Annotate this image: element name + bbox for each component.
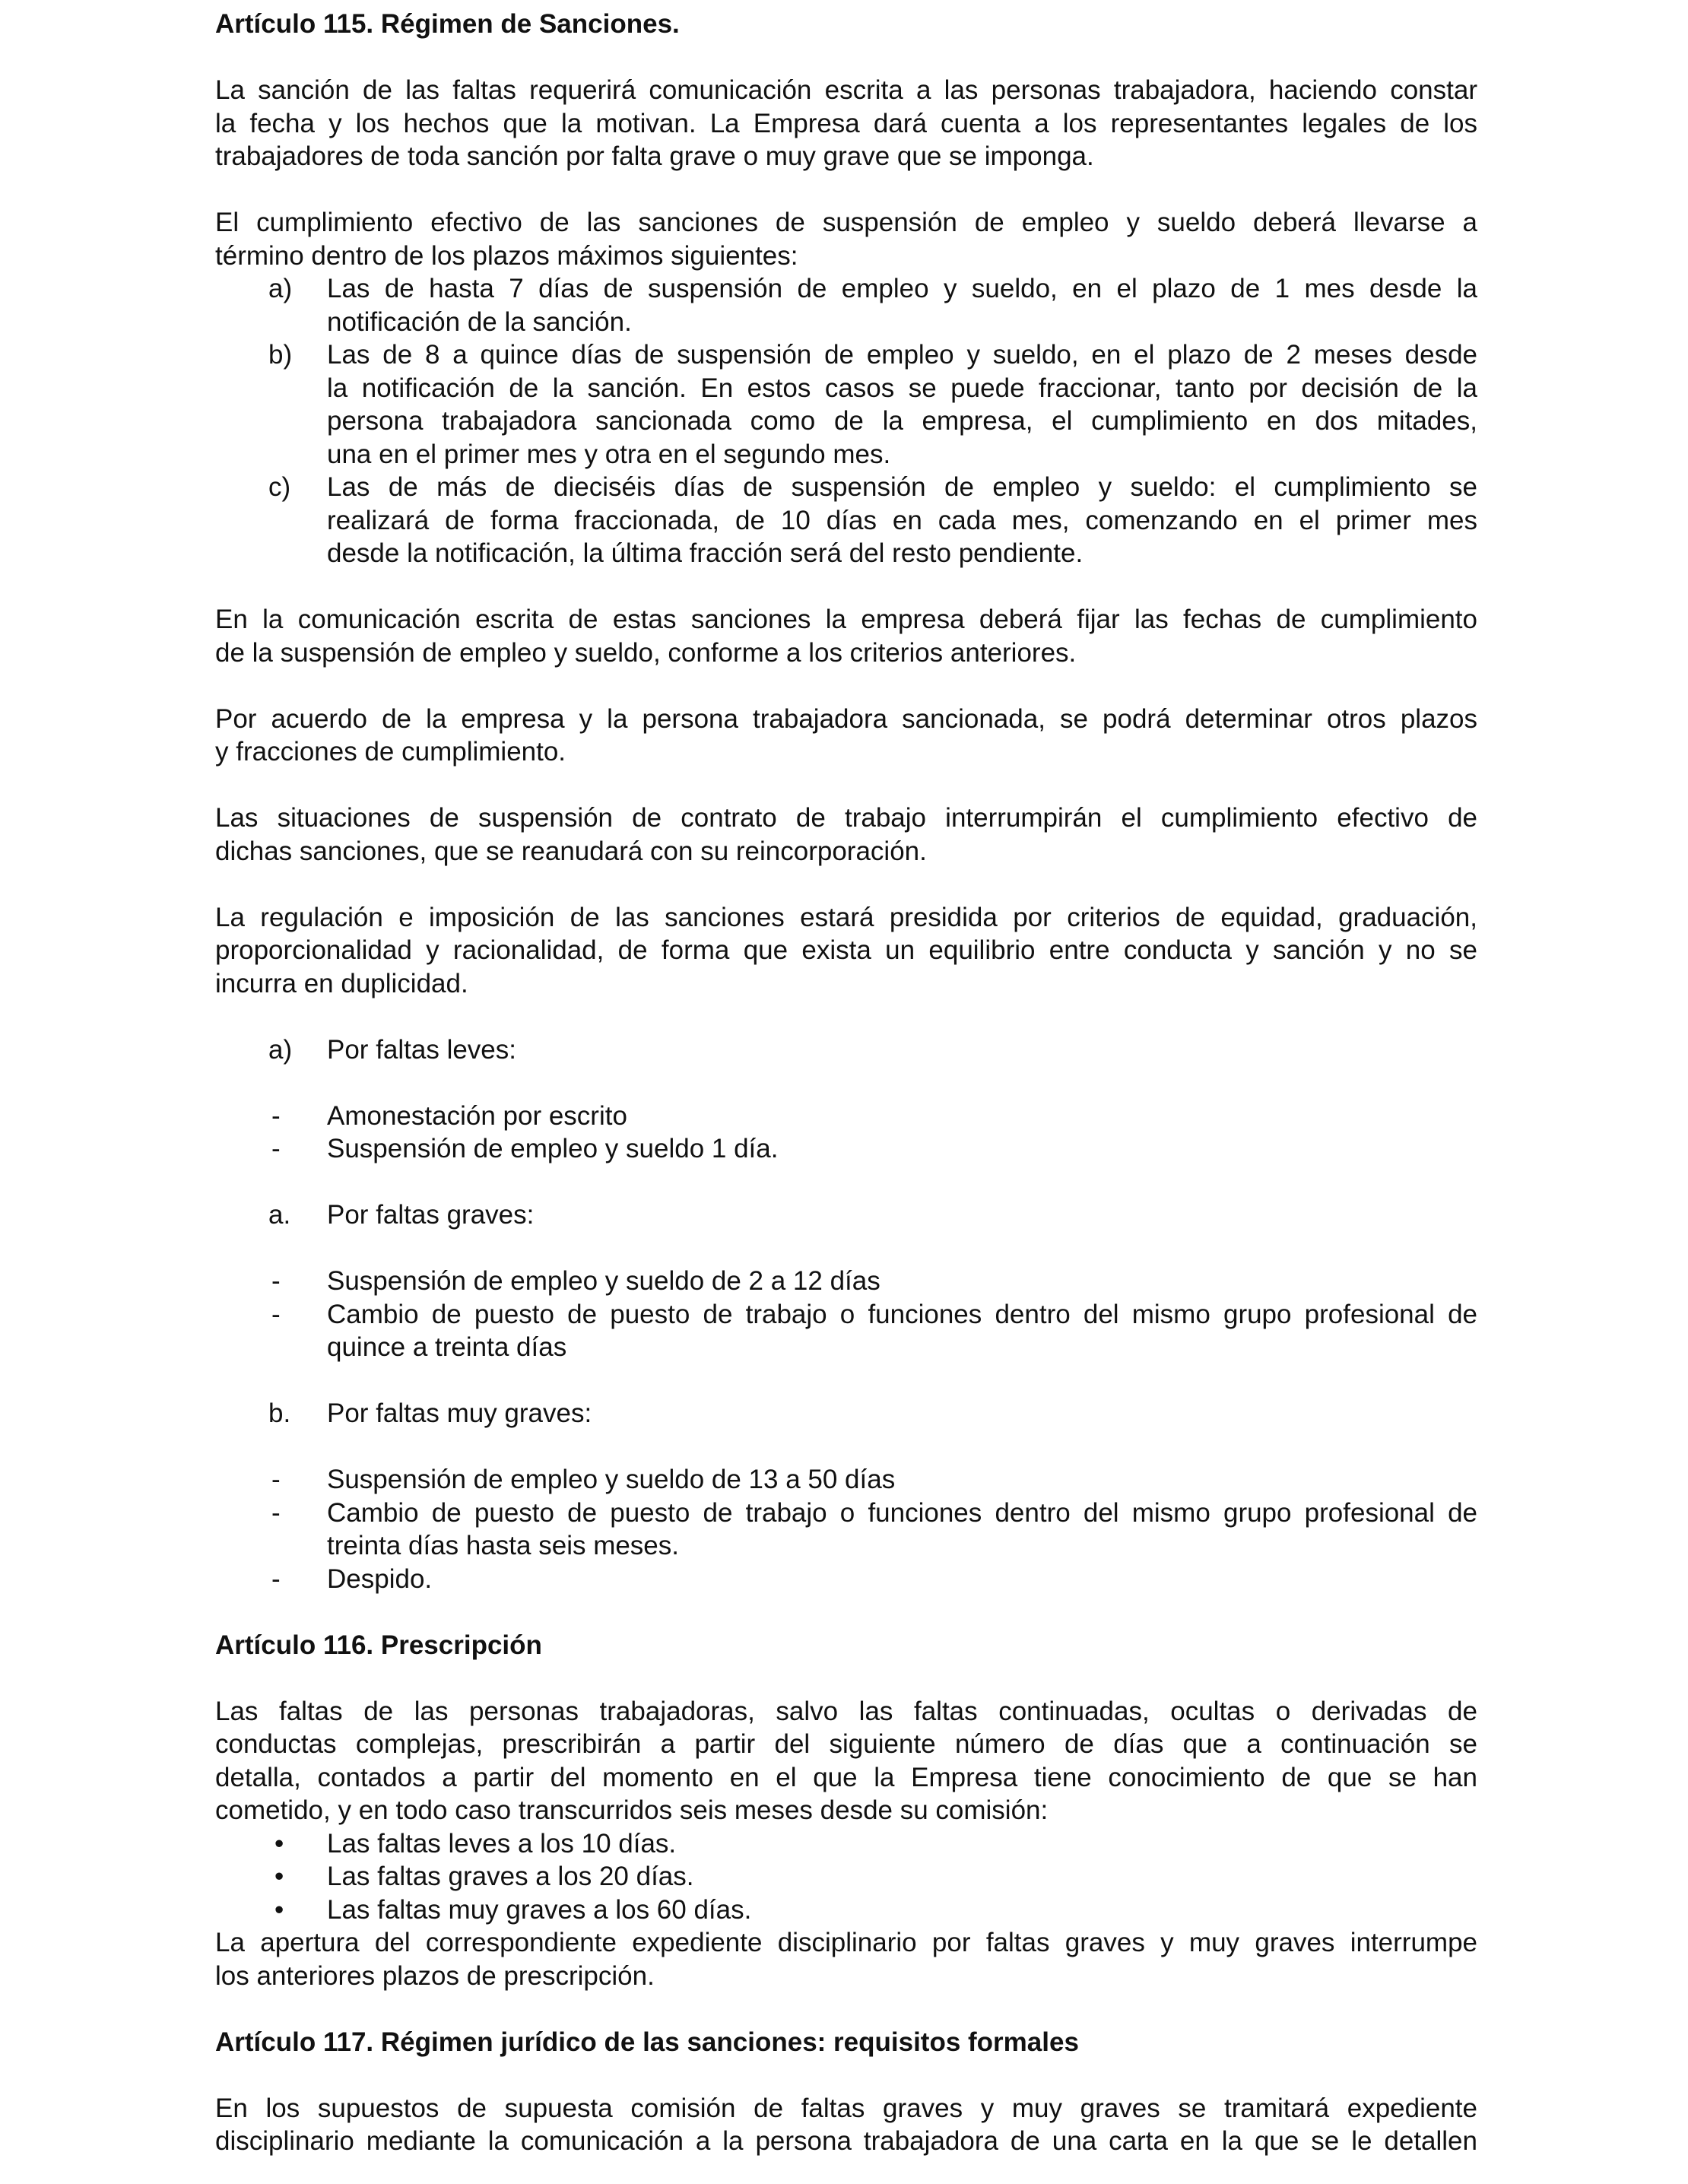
list-marker: a) [268,274,293,303]
list-item: - Amonestación por escrito [215,1100,1477,1133]
art116-paragraph-1: Las faltas de las personas trabajadoras, salvo las faltas continuadas, ocultas o derivadas de conductas complejas, prescribirán a partir del siguiente número de días que a continuación se detalla, contados a partir del momento en el que la Empresa tiene conocimiento de que se han cometido, y en todo caso transcurridos seis meses desde su comisión: [215,1696,1477,1825]
dash-marker: - [271,1100,281,1131]
dash-marker: - [271,1465,281,1494]
list-item: - Cambio de puesto de puesto de trabajo o funciones dentro del mismo grupo profesional de treinta días hasta seis meses. [215,1497,1477,1563]
plazos-list [215,272,1477,570]
list-item: • Las faltas graves a los 20 días. [215,1860,1477,1894]
dash-marker: - [271,1266,281,1296]
bullet-icon: • [274,1862,284,1891]
art115-paragraph-6: La regulación e imposición de las sanciones estará presidida por criterios de equidad, graduación, proporcionalidad y racionalidad, de forma que exista un equilibrio entre conducta y sanción y no se incurra en duplicidad. [215,902,1477,998]
article-117-heading: Artículo 117. Régimen jurídico de las sanciones: requisitos formales [215,2027,1079,2057]
list-item: b) Las de 8 a quince días de suspensión de empleo y sueldo, en el plazo de 2 meses desde la notificación de la sanción. En estos casos se puede fraccionar, tanto por decisión de la persona trabajadora sancionada como de la empresa, el cumplimiento en dos mitades, una en el primer mes y otra en el segundo mes. [215,338,1477,471]
article-116-heading: Artículo 116. Prescripción [215,1630,542,1660]
list-marker: a. [268,1200,291,1230]
art115-paragraph-4: Por acuerdo de la empresa y la persona trabajadora sancionada, se podrá determinar otros plazos y fracciones de cumplimiento. [215,703,1477,767]
art115-paragraph-3: En la comunicación escrita de estas sanciones la empresa deberá fijar las fechas de cumplimiento de la suspensión de empleo y sueldo, conforme a los criterios anteriores. [215,605,1477,668]
list-marker: a) [268,1034,293,1065]
art115-paragraph-1: La sanción de las faltas requerirá comunicación escrita a las personas trabajadora, haciendo constar la fecha y los hechos que la motivan. La Empresa dará cuenta a los representantes legales de los trabajadores de toda sanción por falta grave o muy grave que se imponga. [215,75,1477,171]
dash-marker: - [271,1563,281,1594]
list-item: - Suspensión de empleo y sueldo de 2 a 12 días [215,1265,1477,1298]
prescription-bullets [215,1827,1477,1927]
document-page [215,8,1477,2158]
art115-paragraph-5: Las situaciones de suspensión de contrato de trabajo interrumpirán el cumplimiento efectivo de dichas sanciones, que se reanudará con su reincorporación. [215,803,1477,866]
sanctions-muy-graves-heading: b. Por faltas muy graves: [215,1397,1477,1430]
list-marker: b. [268,1398,291,1428]
list-item: - Cambio de puesto de puesto de trabajo o funciones dentro del mismo grupo profesional de quince a treinta días [215,1298,1477,1364]
art115-paragraph-2: El cumplimiento efectivo de las sanciones de suspensión de empleo y sueldo deberá llevarse a término dentro de los plazos máximos siguientes: [215,208,1477,271]
dash-marker: - [271,1497,281,1528]
list-item: • Las faltas muy graves a los 60 días. [215,1894,1477,1927]
list-marker: b) [268,340,293,370]
sanctions-graves-heading: a. Por faltas graves: [215,1198,1477,1232]
art117-paragraph-1: En los supuestos de supuesta comisión de faltas graves y muy graves se tramitará expediente disciplinario mediante la comunicación a la persona trabajadora de una carta en la que se le detallen [215,2093,1477,2156]
list-item: - Suspensión de empleo y sueldo de 13 a 50 días [215,1463,1477,1497]
sanctions-leves-heading: a) Por faltas leves: [215,1033,1477,1067]
list-marker: c) [268,472,291,502]
bullet-icon: • [274,1894,284,1925]
list-item: a) Las de hasta 7 días de suspensión de empleo y sueldo, en el plazo de 1 mes desde la notificación de la sanción. [215,272,1477,338]
art116-paragraph-2: La apertura del correspondiente expediente disciplinario por faltas graves y muy graves interrumpe los anteriores plazos de prescripción. [215,1928,1477,1991]
bullet-icon: • [274,1828,284,1859]
dash-marker: - [271,1134,281,1163]
list-item: c) Las de más de dieciséis días de suspensión de empleo y sueldo: el cumplimiento se realizará de forma fraccionada, de 10 días en cada mes, comenzando en el primer mes desde la notificación, la última fracción será del resto pendiente. [215,471,1477,570]
list-item: - Despido. [215,1563,1477,1596]
dash-marker: - [271,1299,281,1329]
article-115-heading: Artículo 115. Régimen de Sanciones. [215,9,680,39]
list-item: • Las faltas leves a los 10 días. [215,1827,1477,1861]
list-item: - Suspensión de empleo y sueldo 1 día. [215,1132,1477,1166]
